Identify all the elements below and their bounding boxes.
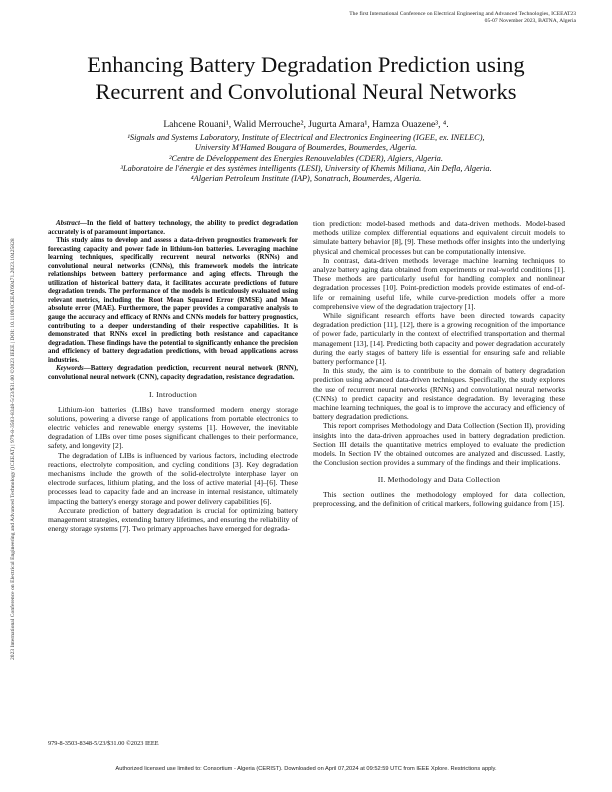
author-list: Lahcene Rouani¹, Walid Merrouche², Jugurta Amara¹, Hamza Ouazene³, ⁴. bbox=[163, 119, 449, 130]
abstract-paragraph-1 bbox=[48, 219, 298, 236]
affiliation-2: ²Centre de Développement des Energies Renouvelables (CDER), Algiers, Algeria. bbox=[169, 153, 443, 163]
conference-header bbox=[349, 11, 576, 25]
affiliation-4: ⁴Algerian Petroleum Institute (IAP), Sonatrach, Boumerdes, Algeria. bbox=[190, 174, 422, 184]
affiliation-1b: University M'Hamed Bougara of Boumerdes, Boumerdes, Algeria. bbox=[194, 143, 418, 153]
keywords bbox=[48, 364, 298, 381]
section-2-heading: II. Methodology and Data Collection bbox=[377, 475, 501, 485]
intro-paragraph-1: Lithium-ion batteries (LIBs) have transformed modern energy storage solutions, powering a diverse range of applications from portable electronics to electric vehicles and renewable energy systems [1]. However, the inevitable degradation of LIBs over time poses significant challenges to their performance, safety, and longevity [2]. bbox=[48, 404, 298, 451]
download-notice: Authorized licensed use limited to: Consortium - Algeria (CERIST). Downloaded on April 07,2024 at 09:52:59 UTC from IEEE Xplore. Restrictions apply. bbox=[115, 766, 497, 772]
section-1-heading: I. Introduction bbox=[148, 390, 198, 400]
intro-paragraph-3: Accurate prediction of battery degradation is crucial for optimizing battery management strategies, extending battery lifetimes, and ensuring the reliability of energy storage systems [7]. Two primary approaches have emerged for degrada- bbox=[48, 505, 298, 534]
affiliation-3: ³Laboratoire de l'énergie et des systèmes intelligents (LESI), University of Khemis Miliana, Ain Defla, Algeria. bbox=[120, 163, 492, 173]
side-identifier bbox=[10, 100, 18, 660]
copyright-footer: 979-8-3503-8348-5/23/$31.00 ©2023 IEEE bbox=[48, 740, 159, 747]
intro-paragraph-6: While significant research efforts have been directed towards capacity degradation prediction [11], [12], there is a growing recognition of the importance of power fade, particularly in the context of electrified transportation and thermal management [13], [14]. Predicting both capacity and power degradation accurately during the early stages of battery life is essential for ensuring safe and reliable battery performance [1]. bbox=[313, 311, 565, 367]
abstract-paragraph-2: This study aims to develop and assess a data-driven prognostics framework for forecasting capacity and power fade in lithium-ion batteries. Leveraging machine learning techniques, specifically recurrent neural networks (RNNs) and convolutional neural networks (CNNs), this framework models the intricate relationships between battery performance and aging effects. Through the utilization of historical battery data, it facilitates accurate predictions of future degradation trends. The performance of the models is meticulously evaluated using relevant metrics, including the Root Mean Squared Error (RMSE) and Mean absolute error (MAE). Furthermore, the paper provides a comparative analysis to gauge the accuracy and efficacy of RNNs and CNNs models for battery prognostics, contributing to a deeper understanding of their respective capabilities. It is demonstrated that RNNs excel in predicting both resistance and capacitance degradation. These findings have the potential to significantly enhance the precision and efficiency of battery degradation predictions, with broad applications across industries. bbox=[48, 236, 298, 364]
abstract-label: Abstract bbox=[56, 219, 80, 227]
methodology-paragraph-1: This section outlines the methodology employed for data collection, preprocessing, and the definition of critical markers, following guidance from [15]. bbox=[313, 489, 565, 508]
affiliation-1a: ¹Signals and Systems Laboratory, Institute of Electrical and Electronics Engineering (IGEE, ex. INELEC), bbox=[127, 133, 485, 142]
affiliations bbox=[40, 133, 572, 184]
conference-dates: 05-07 November 2023, BATNA, Algeria bbox=[484, 18, 576, 24]
conference-name: The first International Conference on Electrical Engineering and Advanced Technologies, ICEEAT23 bbox=[349, 11, 576, 17]
keywords-label: Keywords bbox=[56, 364, 84, 373]
left-column bbox=[48, 219, 298, 533]
title-line-1: Enhancing Battery Degradation Prediction using bbox=[87, 52, 525, 77]
abstract-text-1: —In the field of battery technology, the ability to predict degradation accurately is of paramount importance. bbox=[48, 219, 298, 236]
title-line-2: Recurrent and Convolutional Neural Networks bbox=[95, 79, 517, 104]
intro-paragraph-4: tion prediction: model-based methods and data-driven methods. Model-based methods utilize complex differential equations and equivalent circuit models to simulate battery behavior [8], [9]. These methods offer insights into the underlying physical and chemical processes but can be computationally intensive. bbox=[313, 219, 565, 256]
intro-paragraph-7: In this study, the aim is to contribute to the domain of battery degradation prediction using advanced data-driven techniques. Specifically, the study explores the use of recurrent neural networks (RNNs) and convolutional neural networks (CNNs) to predict capacity and resistance degradation. By leveraging these machine learning techniques, the goal is to improve the accuracy and efficiency of battery degradation predictions. bbox=[313, 366, 565, 422]
intro-paragraph-5: In contrast, data-driven methods leverage machine learning techniques to analyze battery aging data obtained from experiments or real-world conditions [1]. These methods are particularly useful for handling complex and nonlinear degradation processes [10]. Point-prediction models provide estimates of end-of-life or remaining useful life, while curve-prediction models offer a more comprehensive view of the degradation trajectory [1]. bbox=[313, 255, 565, 311]
intro-paragraph-8: This report comprises Methodology and Data Collection (Section II), providing insights into the data-driven approaches used in battery degradation prediction. Section III details the quantitative metrics employed to evaluate the prediction models. In Section IV the obtained outcomes are analyzed and discussed. Lastly, the Conclusion section provides a summary of the findings and their implications. bbox=[313, 421, 565, 468]
keywords-text: —Battery degradation prediction, recurrent neural network (RNN), convolutional neural network (CNN), capacity degradation, resistance degradation. bbox=[48, 364, 298, 381]
side-identifier-text: 2023 International Conference on Electrical Engineering and Advanced Technology (ICEEAT) | 979-8-3503-8348-5/23/$31.00 ©2023 IEEE | DOI: 10.1109/ICEEAT60471.2023.10425828 bbox=[10, 238, 16, 660]
right-column bbox=[313, 219, 565, 508]
intro-paragraph-2: The degradation of LIBs is influenced by various factors, including electrode reactions, electrolyte composition, and cycling conditions [3]. Key degradation mechanisms include the growth of the solid-electrolyte interphase layer on electrode surfaces, lithium plating, and the loss of active material [4]–[6]. These processes lead to capacity fade and an increase in internal resistance, ultimately impacting the battery's energy storage and power delivery capabilities [6]. bbox=[48, 450, 298, 506]
abstract bbox=[48, 219, 298, 381]
introduction-left bbox=[48, 405, 298, 534]
paper-title bbox=[40, 51, 572, 105]
